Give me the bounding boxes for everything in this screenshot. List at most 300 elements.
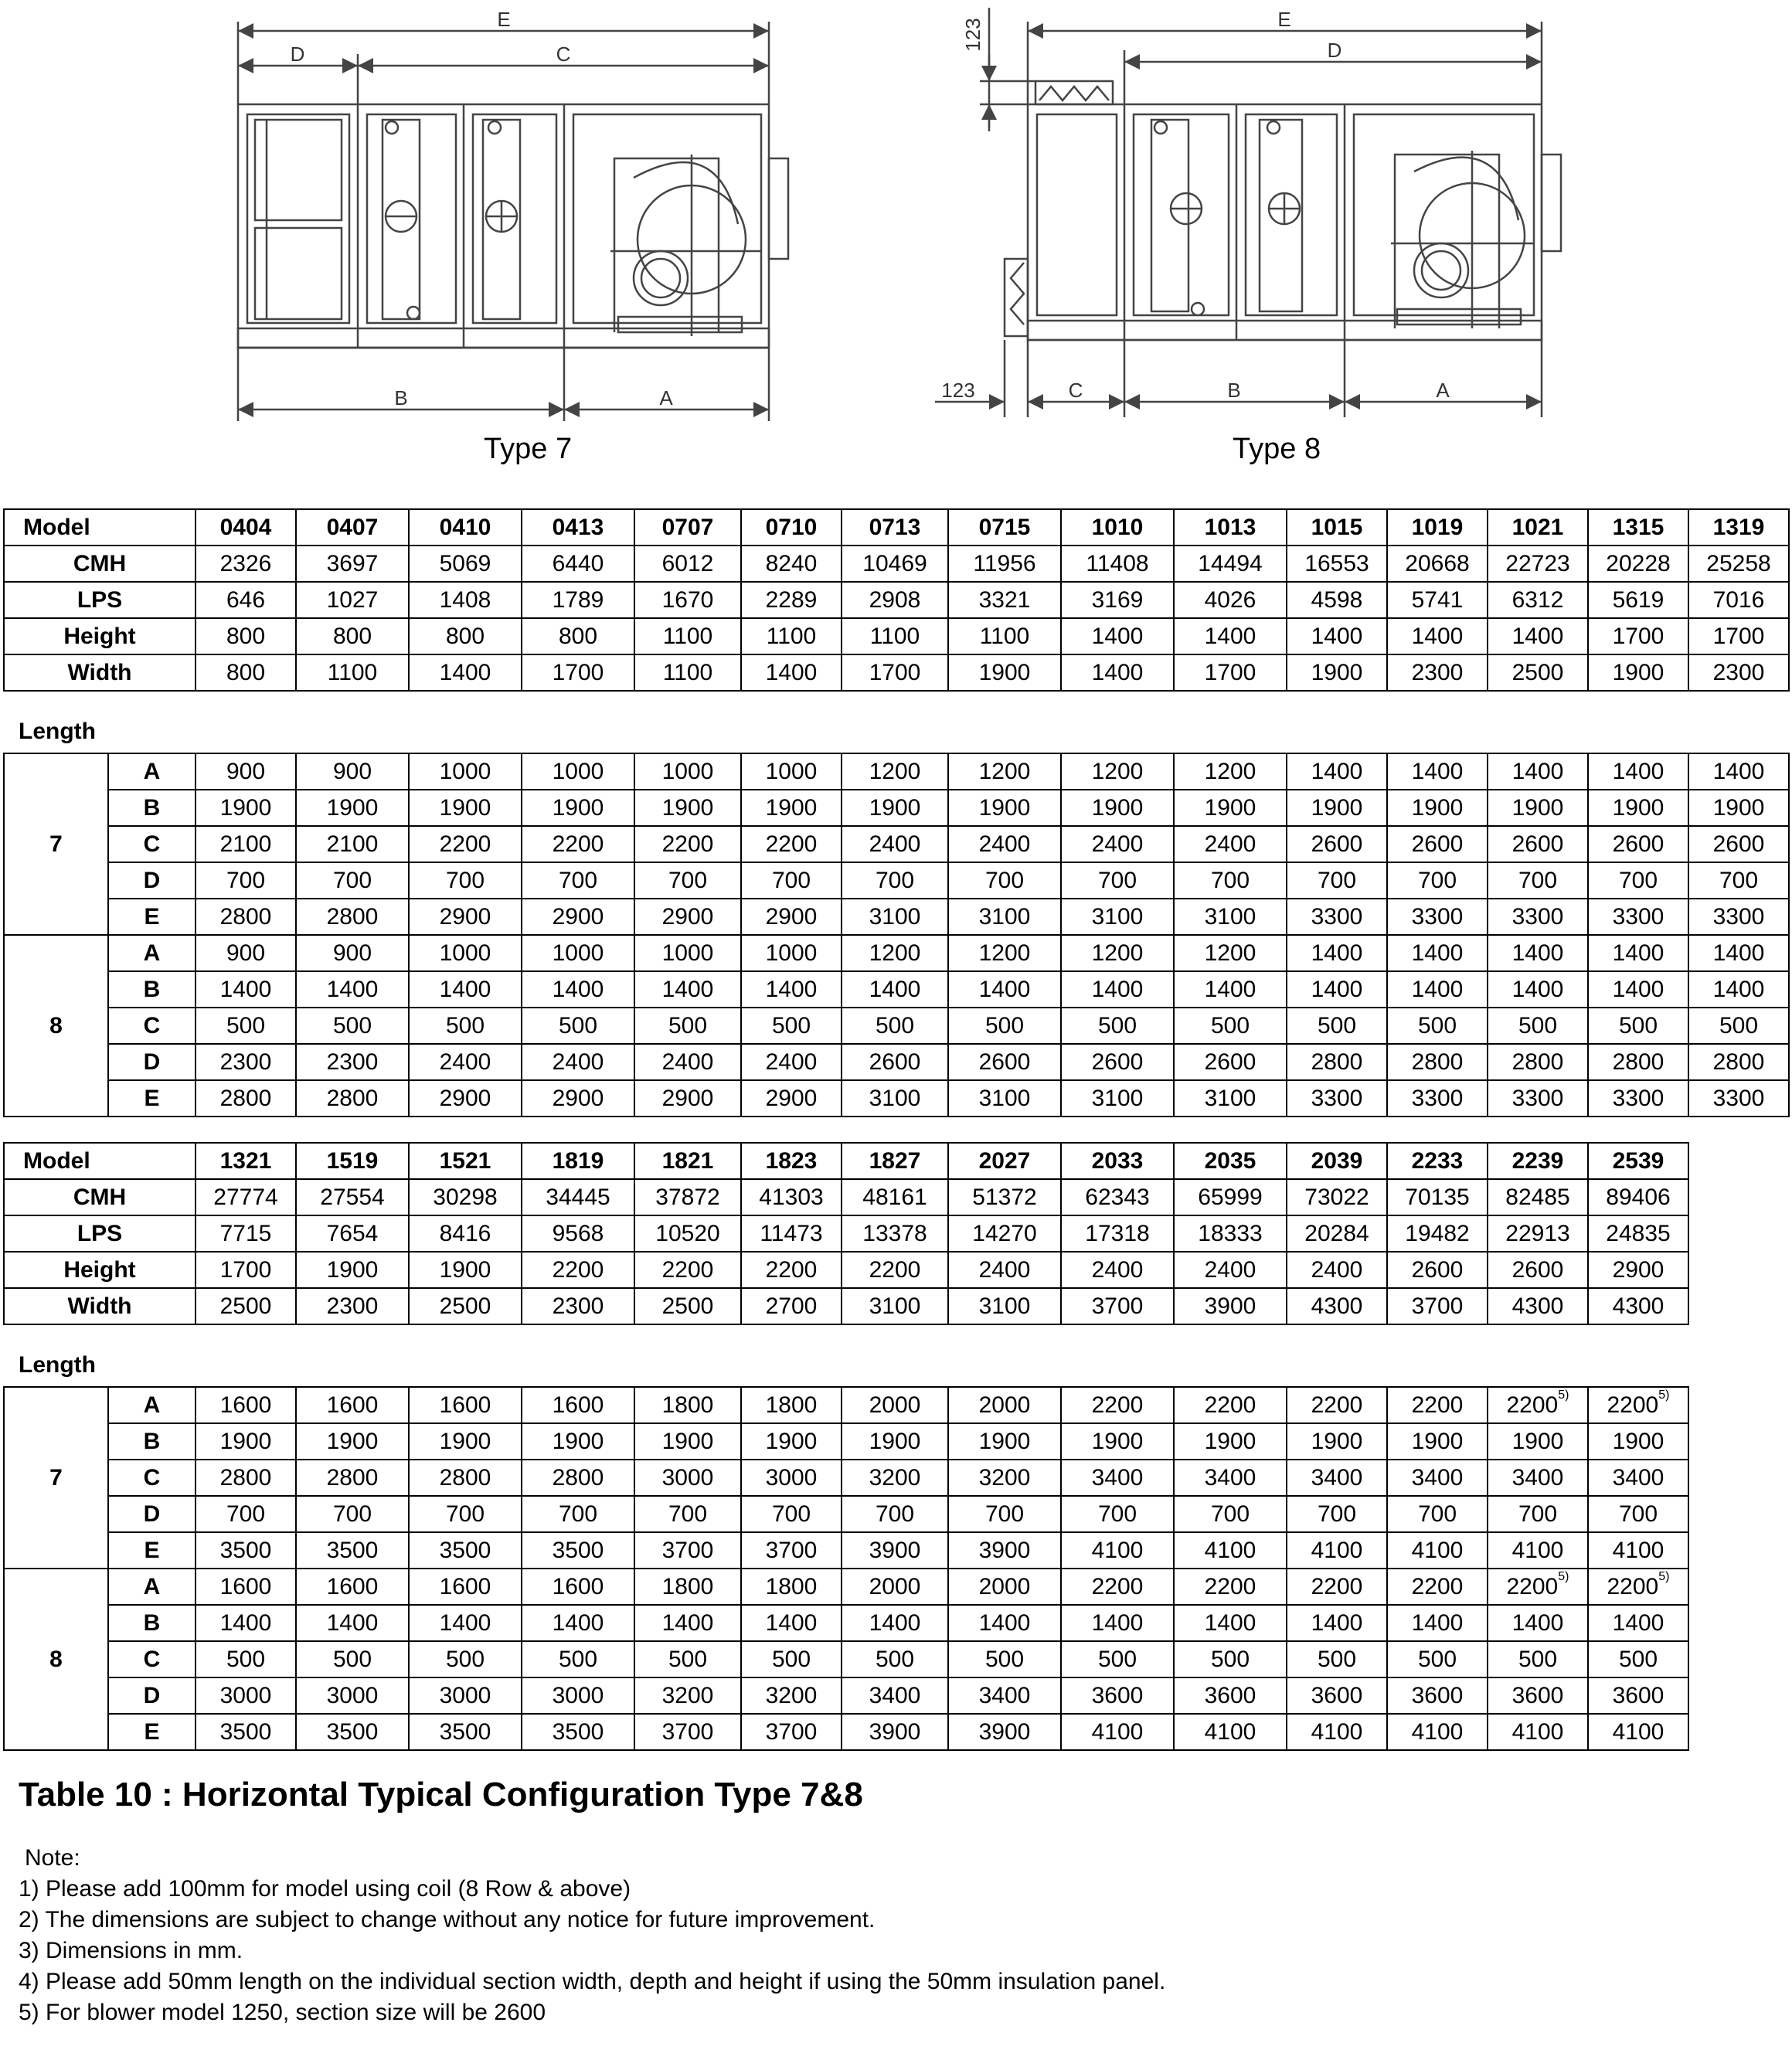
table-cell: 700 (842, 1496, 948, 1532)
type8-label-d: D (1327, 39, 1342, 62)
table-cell: 3100 (1061, 1080, 1174, 1117)
dimension-letter: B (108, 971, 196, 1008)
table-cell: 1200 (1061, 753, 1174, 790)
table-cell: 2500 (1488, 654, 1588, 691)
table-cell: 0404 (196, 509, 296, 546)
cell-value: 2200 (1607, 1574, 1659, 1599)
footnote-marker: 5) (1658, 1570, 1670, 1583)
table-cell: 2900 (741, 1080, 842, 1117)
table-cell: 1400 (522, 971, 634, 1008)
table-cell: 1900 (1488, 790, 1588, 826)
table-cell: 1900 (948, 790, 1061, 826)
table-cell: 1200 (948, 753, 1061, 790)
table-cell (1588, 1387, 1688, 1423)
table-cell: 2900 (409, 899, 522, 935)
table-cell: 500 (1061, 1008, 1174, 1044)
table-cell: 1100 (948, 618, 1061, 654)
table-cell: 1700 (842, 654, 948, 691)
dimension-letter: D (108, 862, 196, 899)
table-cell: 2400 (842, 826, 948, 862)
table-cell: 500 (1174, 1008, 1287, 1044)
table-cell: 1400 (842, 971, 948, 1008)
table-cell: 500 (1287, 1641, 1387, 1677)
table-cell: 2600 (1688, 826, 1789, 862)
table-cell: 2300 (522, 1288, 634, 1324)
table-cell: 2900 (522, 899, 634, 935)
note-item: 3) Dimensions in mm. (19, 1938, 243, 1963)
table-cell: 34445 (522, 1179, 634, 1215)
table-cell: 2600 (1588, 826, 1688, 862)
table-cell: 1900 (1588, 790, 1688, 826)
spec-row (4, 654, 1789, 691)
cell-value: 2200 (1506, 1392, 1559, 1418)
note-item: 2) The dimensions are subject to change without any notice for future improvement. (19, 1907, 876, 1932)
table-cell: 1400 (1688, 971, 1789, 1008)
table-cell: 700 (741, 862, 842, 899)
table-cell: 2400 (1061, 826, 1174, 862)
table-cell: 3500 (409, 1714, 522, 1750)
table-cell: 500 (1061, 1641, 1174, 1677)
table-cell: 1400 (1287, 618, 1387, 654)
table-cell: 800 (196, 618, 296, 654)
table-cell: 3900 (1174, 1288, 1287, 1324)
table-cell: 500 (842, 1008, 948, 1044)
dimension-letter: E (108, 899, 196, 935)
table-title: Table 10 : Horizontal Typical Configuration Type 7&8 (19, 1776, 863, 1813)
table-cell: 3100 (842, 1288, 948, 1324)
row-label: Width (4, 654, 196, 691)
table-cell: 700 (741, 1496, 842, 1532)
table-cell: 3200 (948, 1460, 1061, 1496)
table-cell: 2200 (522, 1252, 634, 1288)
table-cell: 2600 (1287, 826, 1387, 862)
table-cell: 4100 (1061, 1532, 1174, 1569)
length-row (4, 1605, 1688, 1641)
table-cell: 5741 (1387, 582, 1488, 618)
table-cell: 6012 (634, 546, 741, 582)
table-cell: 1900 (1287, 1423, 1387, 1460)
table-cell: 1200 (1174, 753, 1287, 790)
table-cell: 27774 (196, 1179, 296, 1215)
table-cell: 700 (409, 1496, 522, 1532)
table-cell: 3700 (1061, 1288, 1174, 1324)
footnote-marker: 5) (1658, 1388, 1670, 1402)
table-cell: 1200 (842, 935, 948, 971)
length-row (4, 899, 1789, 935)
table-cell: 1000 (634, 753, 741, 790)
table-cell: 2900 (1588, 1252, 1688, 1288)
table2-spec (3, 1142, 1689, 1325)
table-cell: 3200 (842, 1460, 948, 1496)
table-cell: 2200 (1287, 1387, 1387, 1423)
table-cell: 3300 (1688, 1080, 1789, 1117)
table-cell: 1400 (634, 1605, 741, 1641)
table-cell: 700 (1174, 862, 1287, 899)
table-cell: 1408 (409, 582, 522, 618)
table-cell: 2200 (842, 1252, 948, 1288)
table-cell: 3600 (1174, 1677, 1287, 1714)
cell-value: 2200 (1506, 1574, 1559, 1599)
table-cell: 1400 (842, 1605, 948, 1641)
table-cell: 7715 (196, 1215, 296, 1252)
table-cell: 1000 (409, 935, 522, 971)
table-cell: 700 (1688, 862, 1789, 899)
table-cell: 1400 (948, 971, 1061, 1008)
table-cell: 1823 (741, 1143, 842, 1179)
table-cell: 1600 (196, 1387, 296, 1423)
length-row (4, 1714, 1688, 1750)
row-label: Height (4, 618, 196, 654)
row-label: LPS (4, 582, 196, 618)
row-label: LPS (4, 1215, 196, 1252)
table-cell: 3400 (1387, 1460, 1488, 1496)
table1-length-label: Length (19, 719, 96, 744)
technical-drawings (0, 0, 1792, 479)
length-row (4, 1460, 1688, 1496)
table-cell: 1900 (296, 1423, 409, 1460)
table-cell: 500 (634, 1641, 741, 1677)
table-cell: 2039 (1287, 1143, 1387, 1179)
table-cell: 3100 (948, 899, 1061, 935)
table-cell: 1821 (634, 1143, 741, 1179)
type8-caption: Type 8 (1233, 433, 1321, 465)
table-cell: 900 (196, 935, 296, 971)
table-cell: 2600 (1061, 1044, 1174, 1080)
table-cell: 2600 (1174, 1044, 1287, 1080)
table-cell: 500 (296, 1641, 409, 1677)
table-cell: 2900 (634, 899, 741, 935)
table-cell: 1900 (948, 1423, 1061, 1460)
table-cell: 2800 (1287, 1044, 1387, 1080)
table-cell: 700 (296, 1496, 409, 1532)
table-cell: 2200 (1287, 1569, 1387, 1605)
table-cell: 2000 (948, 1569, 1061, 1605)
table-cell: 2000 (842, 1569, 948, 1605)
table-cell: 2400 (1061, 1252, 1174, 1288)
dimension-letter: D (108, 1044, 196, 1080)
row-label: Width (4, 1288, 196, 1324)
table-cell: 4026 (1174, 582, 1287, 618)
spec-row (4, 582, 1789, 618)
table-cell: 2033 (1061, 1143, 1174, 1179)
dimension-letter: E (108, 1532, 196, 1569)
table-cell: 2908 (842, 582, 948, 618)
table-cell: 2300 (296, 1044, 409, 1080)
table-cell: 3300 (1588, 899, 1688, 935)
table-cell: 2200 (409, 826, 522, 862)
table-cell: 700 (1588, 1496, 1688, 1532)
table-cell: 37872 (634, 1179, 741, 1215)
table-cell: 1900 (296, 1252, 409, 1288)
table-cell: 2239 (1488, 1143, 1588, 1179)
table-cell: 1400 (1287, 753, 1387, 790)
table-cell: 700 (1287, 1496, 1387, 1532)
spec-row (4, 1215, 1688, 1252)
table-cell: 3200 (741, 1677, 842, 1714)
table-cell: 2200 (522, 826, 634, 862)
table-cell: 24835 (1588, 1215, 1688, 1252)
table-cell: 1400 (1688, 935, 1789, 971)
table-cell: 2600 (1488, 826, 1588, 862)
table-cell: 1400 (522, 1605, 634, 1641)
spec-row (4, 1179, 1688, 1215)
table-cell: 1100 (296, 654, 409, 691)
row-label: CMH (4, 546, 196, 582)
table-cell: 2200 (1387, 1387, 1488, 1423)
table-cell: 2400 (634, 1044, 741, 1080)
table-cell: 1900 (409, 1423, 522, 1460)
table-cell: 1000 (522, 935, 634, 971)
table-cell: 3000 (409, 1677, 522, 1714)
dimension-letter: C (108, 1008, 196, 1044)
table-cell: 500 (296, 1008, 409, 1044)
table-cell: 2800 (296, 1460, 409, 1496)
table-cell: 41303 (741, 1179, 842, 1215)
table-cell: 1400 (1488, 753, 1588, 790)
cell-value: 2200 (1607, 1392, 1659, 1418)
dimension-letter: A (108, 1387, 196, 1423)
dimension-letter: B (108, 790, 196, 826)
table-cell: 1519 (296, 1143, 409, 1179)
table-cell: 1600 (296, 1387, 409, 1423)
length-row (4, 1423, 1688, 1460)
table-cell: 1400 (1387, 935, 1488, 971)
table-cell: 3500 (522, 1532, 634, 1569)
table-cell: 3000 (741, 1460, 842, 1496)
table-cell: 19482 (1387, 1215, 1488, 1252)
table-cell: 1400 (1387, 618, 1488, 654)
type8-drawing (935, 8, 1561, 417)
table-cell: 2200 (1387, 1569, 1488, 1605)
table-cell: 500 (741, 1008, 842, 1044)
table-cell: 2400 (1174, 826, 1287, 862)
table-cell: 700 (1488, 862, 1588, 899)
table-cell: 800 (196, 654, 296, 691)
table-cell: 48161 (842, 1179, 948, 1215)
table-cell: 1315 (1588, 509, 1688, 546)
table-cell: 3169 (1061, 582, 1174, 618)
table-cell: 2400 (409, 1044, 522, 1080)
table-cell: 4100 (1287, 1714, 1387, 1750)
table-cell: 3000 (634, 1460, 741, 1496)
table-cell: 900 (196, 753, 296, 790)
table-cell: 1100 (842, 618, 948, 654)
table-cell: 700 (634, 862, 741, 899)
table-cell: 1200 (1061, 935, 1174, 971)
footnote-marker: 5) (1558, 1570, 1569, 1583)
table-cell: 3500 (296, 1714, 409, 1750)
table-cell: 10520 (634, 1215, 741, 1252)
table-cell: 2800 (296, 899, 409, 935)
spec-row (4, 546, 1789, 582)
length-row (4, 1496, 1688, 1532)
table-cell: 1013 (1174, 509, 1287, 546)
table-cell: 1800 (741, 1387, 842, 1423)
table-cell: 8416 (409, 1215, 522, 1252)
table-cell: 3400 (1174, 1460, 1287, 1496)
table-cell: 1900 (948, 654, 1061, 691)
table-cell: 1000 (741, 935, 842, 971)
table-cell: 1900 (1688, 790, 1789, 826)
dimension-letter: A (108, 1569, 196, 1605)
dimension-letter: D (108, 1496, 196, 1532)
table-cell: 10469 (842, 546, 948, 582)
table-cell: 5069 (409, 546, 522, 582)
table-cell: 4300 (1588, 1288, 1688, 1324)
table-cell: 3400 (1061, 1460, 1174, 1496)
length-row (4, 753, 1789, 790)
table-cell: 16553 (1287, 546, 1387, 582)
table-cell: 1400 (1287, 1605, 1387, 1641)
table-cell: 1400 (409, 654, 522, 691)
table-cell: 1700 (1688, 618, 1789, 654)
table-cell: 2200 (634, 826, 741, 862)
table-cell: 3400 (842, 1677, 948, 1714)
table-cell: 4100 (1174, 1532, 1287, 1569)
table-cell: 6312 (1488, 582, 1588, 618)
table-cell: 11473 (741, 1215, 842, 1252)
table-cell: 1400 (1061, 654, 1174, 691)
table-cell: 2200 (1174, 1569, 1287, 1605)
table-cell: 1900 (1287, 654, 1387, 691)
spec-row (4, 618, 1789, 654)
table-cell: 0410 (409, 509, 522, 546)
table-cell: 4100 (1287, 1532, 1387, 1569)
table-cell: 70135 (1387, 1179, 1488, 1215)
table-cell: 1900 (1588, 654, 1688, 691)
table-cell: 2289 (741, 582, 842, 618)
dimension-letter: C (108, 826, 196, 862)
table-cell: 4100 (1488, 1714, 1588, 1750)
note-item: 1) Please add 100mm for model using coil (8 Row & above) (19, 1876, 631, 1902)
table-cell: 700 (1061, 862, 1174, 899)
dimension-letter: B (108, 1423, 196, 1460)
table-cell: 1400 (741, 654, 842, 691)
table-cell: 1900 (1387, 790, 1488, 826)
notes-heading: Note: (25, 1845, 80, 1871)
table-cell: 3000 (296, 1677, 409, 1714)
table-cell: 7654 (296, 1215, 409, 1252)
table-cell: 0710 (741, 509, 842, 546)
table-cell: 2800 (409, 1460, 522, 1496)
row-label: Model (4, 1143, 196, 1179)
table-cell: 2600 (1387, 826, 1488, 862)
table-cell: 18333 (1174, 1215, 1287, 1252)
table-cell: 1521 (409, 1143, 522, 1179)
table-cell: 700 (948, 1496, 1061, 1532)
table-cell: 3100 (842, 1080, 948, 1117)
table-cell: 3400 (1287, 1460, 1387, 1496)
table-cell: 17318 (1061, 1215, 1174, 1252)
table-cell: 22913 (1488, 1215, 1588, 1252)
table-cell: 1400 (1287, 971, 1387, 1008)
type8-label-c: C (1068, 379, 1083, 402)
length-row (4, 1080, 1789, 1117)
table-cell: 1900 (1588, 1423, 1688, 1460)
table-cell: 1321 (196, 1143, 296, 1179)
type-group-label: 7 (4, 1387, 108, 1569)
table-cell: 3400 (948, 1677, 1061, 1714)
table-cell: 3100 (1174, 1080, 1287, 1117)
table-cell: 500 (409, 1008, 522, 1044)
table-cell: 1900 (522, 1423, 634, 1460)
dimension-letter: D (108, 1677, 196, 1714)
table-cell: 4100 (1174, 1714, 1287, 1750)
table-cell: 1600 (196, 1569, 296, 1605)
table-cell: 1900 (296, 790, 409, 826)
table1-spec (3, 508, 1790, 692)
table-cell: 2500 (196, 1288, 296, 1324)
table-cell: 3200 (634, 1677, 741, 1714)
length-row (4, 1387, 1688, 1423)
table-cell: 700 (196, 1496, 296, 1532)
table-cell: 3300 (1287, 1080, 1387, 1117)
table-cell: 500 (634, 1008, 741, 1044)
table-cell: 3300 (1287, 899, 1387, 935)
table-cell: 3900 (948, 1532, 1061, 1569)
table-cell: 700 (1588, 862, 1688, 899)
table-cell: 3300 (1387, 1080, 1488, 1117)
table-cell: 500 (1387, 1008, 1488, 1044)
table-cell: 3700 (741, 1532, 842, 1569)
dimension-letter: A (108, 935, 196, 971)
table-cell: 3600 (1061, 1677, 1174, 1714)
table-cell: 14270 (948, 1215, 1061, 1252)
table-cell: 3500 (296, 1532, 409, 1569)
table-cell: 500 (842, 1641, 948, 1677)
table-cell: 82485 (1488, 1179, 1588, 1215)
table-cell: 2800 (522, 1460, 634, 1496)
spec-row (4, 1143, 1688, 1179)
dimension-letter: E (108, 1714, 196, 1750)
length-row (4, 935, 1789, 971)
table-cell: 20668 (1387, 546, 1488, 582)
table-cell: 2200 (741, 1252, 842, 1288)
table-cell: 2900 (741, 899, 842, 935)
table-cell: 1400 (1488, 935, 1588, 971)
table-cell: 0715 (948, 509, 1061, 546)
table-cell: 2700 (741, 1288, 842, 1324)
table-cell: 2100 (196, 826, 296, 862)
table-cell: 1900 (196, 1423, 296, 1460)
table-cell: 2200 (634, 1252, 741, 1288)
length-row (4, 971, 1789, 1008)
length-row (4, 826, 1789, 862)
table-cell: 2027 (948, 1143, 1061, 1179)
table-cell: 30298 (409, 1179, 522, 1215)
table-cell: 1400 (196, 971, 296, 1008)
table-cell: 1900 (741, 790, 842, 826)
table-cell: 2900 (522, 1080, 634, 1117)
table-cell: 2100 (296, 826, 409, 862)
table-cell: 1700 (1588, 618, 1688, 654)
table-cell: 51372 (948, 1179, 1061, 1215)
type7-label-b: B (394, 386, 408, 410)
type7-caption: Type 7 (484, 433, 573, 465)
table-cell: 1900 (1174, 1423, 1287, 1460)
table-cell: 700 (409, 862, 522, 899)
table-cell: 1400 (1061, 1605, 1174, 1641)
table-cell: 65999 (1174, 1179, 1287, 1215)
table-cell: 1200 (1174, 935, 1287, 971)
table-cell (1588, 1569, 1688, 1605)
table-cell: 0707 (634, 509, 741, 546)
table-cell: 3100 (1061, 899, 1174, 935)
table-cell: 700 (522, 862, 634, 899)
table-cell: 14494 (1174, 546, 1287, 582)
length-row (4, 1044, 1789, 1080)
table-cell: 3900 (842, 1532, 948, 1569)
